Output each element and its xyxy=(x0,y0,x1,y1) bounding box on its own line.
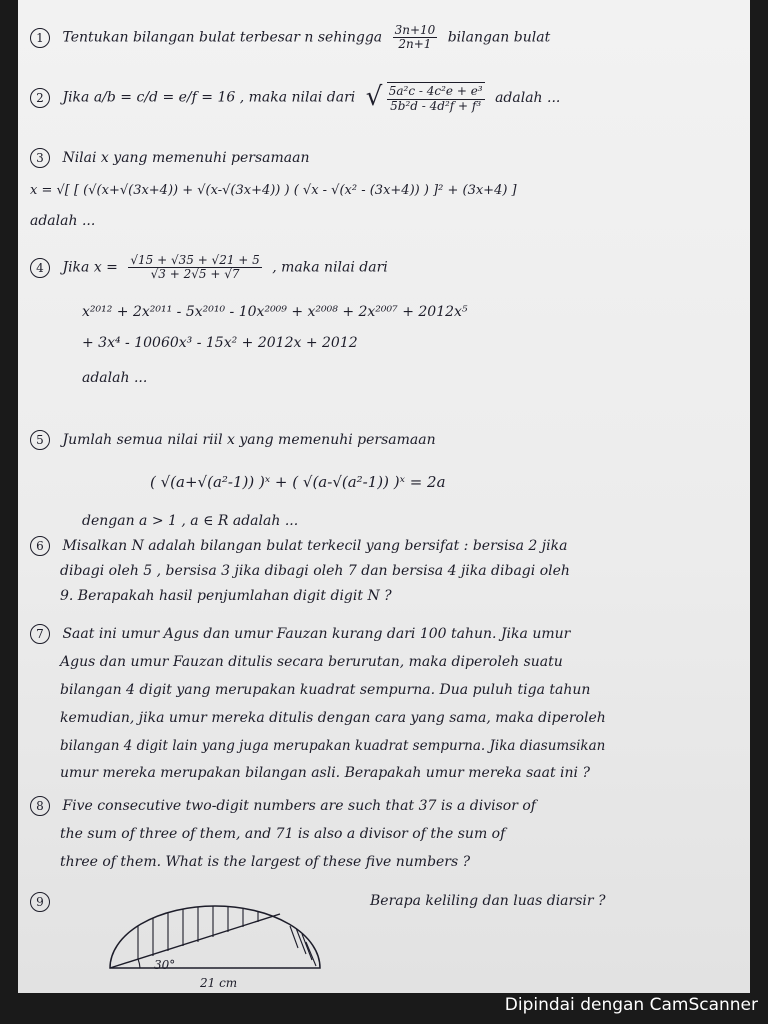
problem-tail: adalah ... xyxy=(495,89,561,106)
shaded-region xyxy=(138,906,316,966)
fraction xyxy=(128,254,261,281)
problem-line: bilangan 4 digit lain yang juga merupakan kuadrat sempurna. Jika diasumsikan xyxy=(60,737,606,754)
problem-5 xyxy=(30,430,740,531)
fraction-numerator: √15 + √35 + √21 + 5 xyxy=(130,253,260,267)
problem-number: 6 xyxy=(30,536,50,556)
polynomial-line-1: x²⁰¹² + 2x²⁰¹¹ - 5x²⁰¹⁰ - 10x²⁰⁰⁹ + x²⁰⁰⁸ + 2x²⁰⁰⁷ + 2012x⁵ xyxy=(82,304,468,321)
problem-line: umur mereka merupakan bilangan asli. Berapakah umur mereka saat ini ? xyxy=(60,764,590,781)
radical-sign: √ xyxy=(365,82,383,112)
equation: x = √[ [ (√(x+√(3x+4)) + √(x-√(3x+4)) ) ( √x - √(x² - (3x+4)) ) ]² + (3x+4) ] xyxy=(30,183,517,198)
angle-arc xyxy=(138,959,140,968)
chord-line xyxy=(110,914,280,968)
problem-number: 7 xyxy=(30,624,50,644)
root-numerator: 5a²c - 4c²e + e³ xyxy=(388,84,483,99)
scanned-page xyxy=(18,0,750,993)
polynomial-line-2: + 3x⁴ - 10060x³ - 15x² + 2012x + 2012 xyxy=(82,335,358,352)
problem-4 xyxy=(30,254,740,388)
problem-lead: Jika x = xyxy=(62,259,118,276)
problem-line: kemudian, jika umur mereka ditulis dengan cara yang sama, maka diperoleh xyxy=(60,709,606,726)
equation: ( √(a+√(a²-1)) )ˣ + ( √(a-√(a²-1)) )ˣ = 2a xyxy=(150,473,446,491)
problem-tail: adalah ... xyxy=(30,212,96,229)
fraction xyxy=(393,24,438,51)
problem-line: dibagi oleh 5 , bersisa 3 jika dibagi oleh 7 dan bersisa 4 jika dibagi oleh xyxy=(60,563,570,579)
problem-8 xyxy=(30,796,740,872)
problem-7 xyxy=(30,624,740,783)
problem-line: three of them. What is the largest of these five numbers ? xyxy=(60,853,471,870)
problem-text: Berapa keliling dan luas diarsir ? xyxy=(370,893,606,909)
root-fraction xyxy=(387,82,485,112)
problem-line: 9. Berapakah hasil penjumlahan digit digit N ? xyxy=(60,587,392,604)
problem-1 xyxy=(30,24,740,51)
problem-text: Jumlah semua nilai riil x yang memenuhi persamaan xyxy=(62,432,436,448)
problem-number: 9 xyxy=(30,892,50,912)
problem-tail: bilangan bulat xyxy=(447,29,551,46)
problem-text: Nilai x yang memenuhi persamaan xyxy=(62,150,310,166)
problem-line: the sum of three of them, and 71 is also a divisor of the sum of xyxy=(60,826,506,842)
fraction-denominator: 2n+1 xyxy=(398,37,432,52)
problem-line: bilangan 4 digit yang merupakan kuadrat sempurna. Dua puluh tiga tahun xyxy=(60,681,591,698)
problem-mid: , maka nilai dari xyxy=(272,259,388,276)
problem-number: 5 xyxy=(30,430,50,450)
problem-3 xyxy=(30,148,740,230)
problem-number: 4 xyxy=(30,258,50,278)
problem-number: 1 xyxy=(30,28,50,48)
problem-2 xyxy=(30,80,740,115)
problem-line: Five consecutive two-digit numbers are such that 37 is a divisor of xyxy=(62,798,536,814)
problem-6 xyxy=(30,536,740,606)
problem-text: Tentukan bilangan bulat terbesar n sehingga xyxy=(62,29,383,46)
fraction-denominator: √3 + 2√5 + √7 xyxy=(150,267,240,282)
problem-condition: a/b = c/d = e/f = 16 , maka nilai dari xyxy=(93,89,356,106)
root-denominator: 5b²d - 4d²f + f³ xyxy=(390,98,482,113)
problem-line: Saat ini umur Agus dan umur Fauzan kurang dari 100 tahun. Jika umur xyxy=(62,626,571,642)
problem-number: 8 xyxy=(30,796,50,816)
problem-number: 2 xyxy=(30,88,50,108)
length-label: 21 cm xyxy=(200,976,238,990)
problem-tail: adalah ... xyxy=(82,370,148,387)
problem-tail: dengan a > 1 , a ∈ R adalah ... xyxy=(82,513,299,530)
problem-lead: Jika xyxy=(62,89,90,106)
problem-line: Agus dan umur Fauzan ditulis secara berurutan, maka diperoleh suatu xyxy=(60,654,563,670)
problem-number: 3 xyxy=(30,148,50,168)
angle-label: 30° xyxy=(154,958,176,972)
fraction-numerator: 3n+10 xyxy=(394,23,436,37)
camscanner-footer: Dipindai dengan CamScanner xyxy=(504,995,758,1015)
problem-line: Misalkan N adalah bilangan bulat terkecil yang bersifat : bersisa 2 jika xyxy=(62,538,568,554)
